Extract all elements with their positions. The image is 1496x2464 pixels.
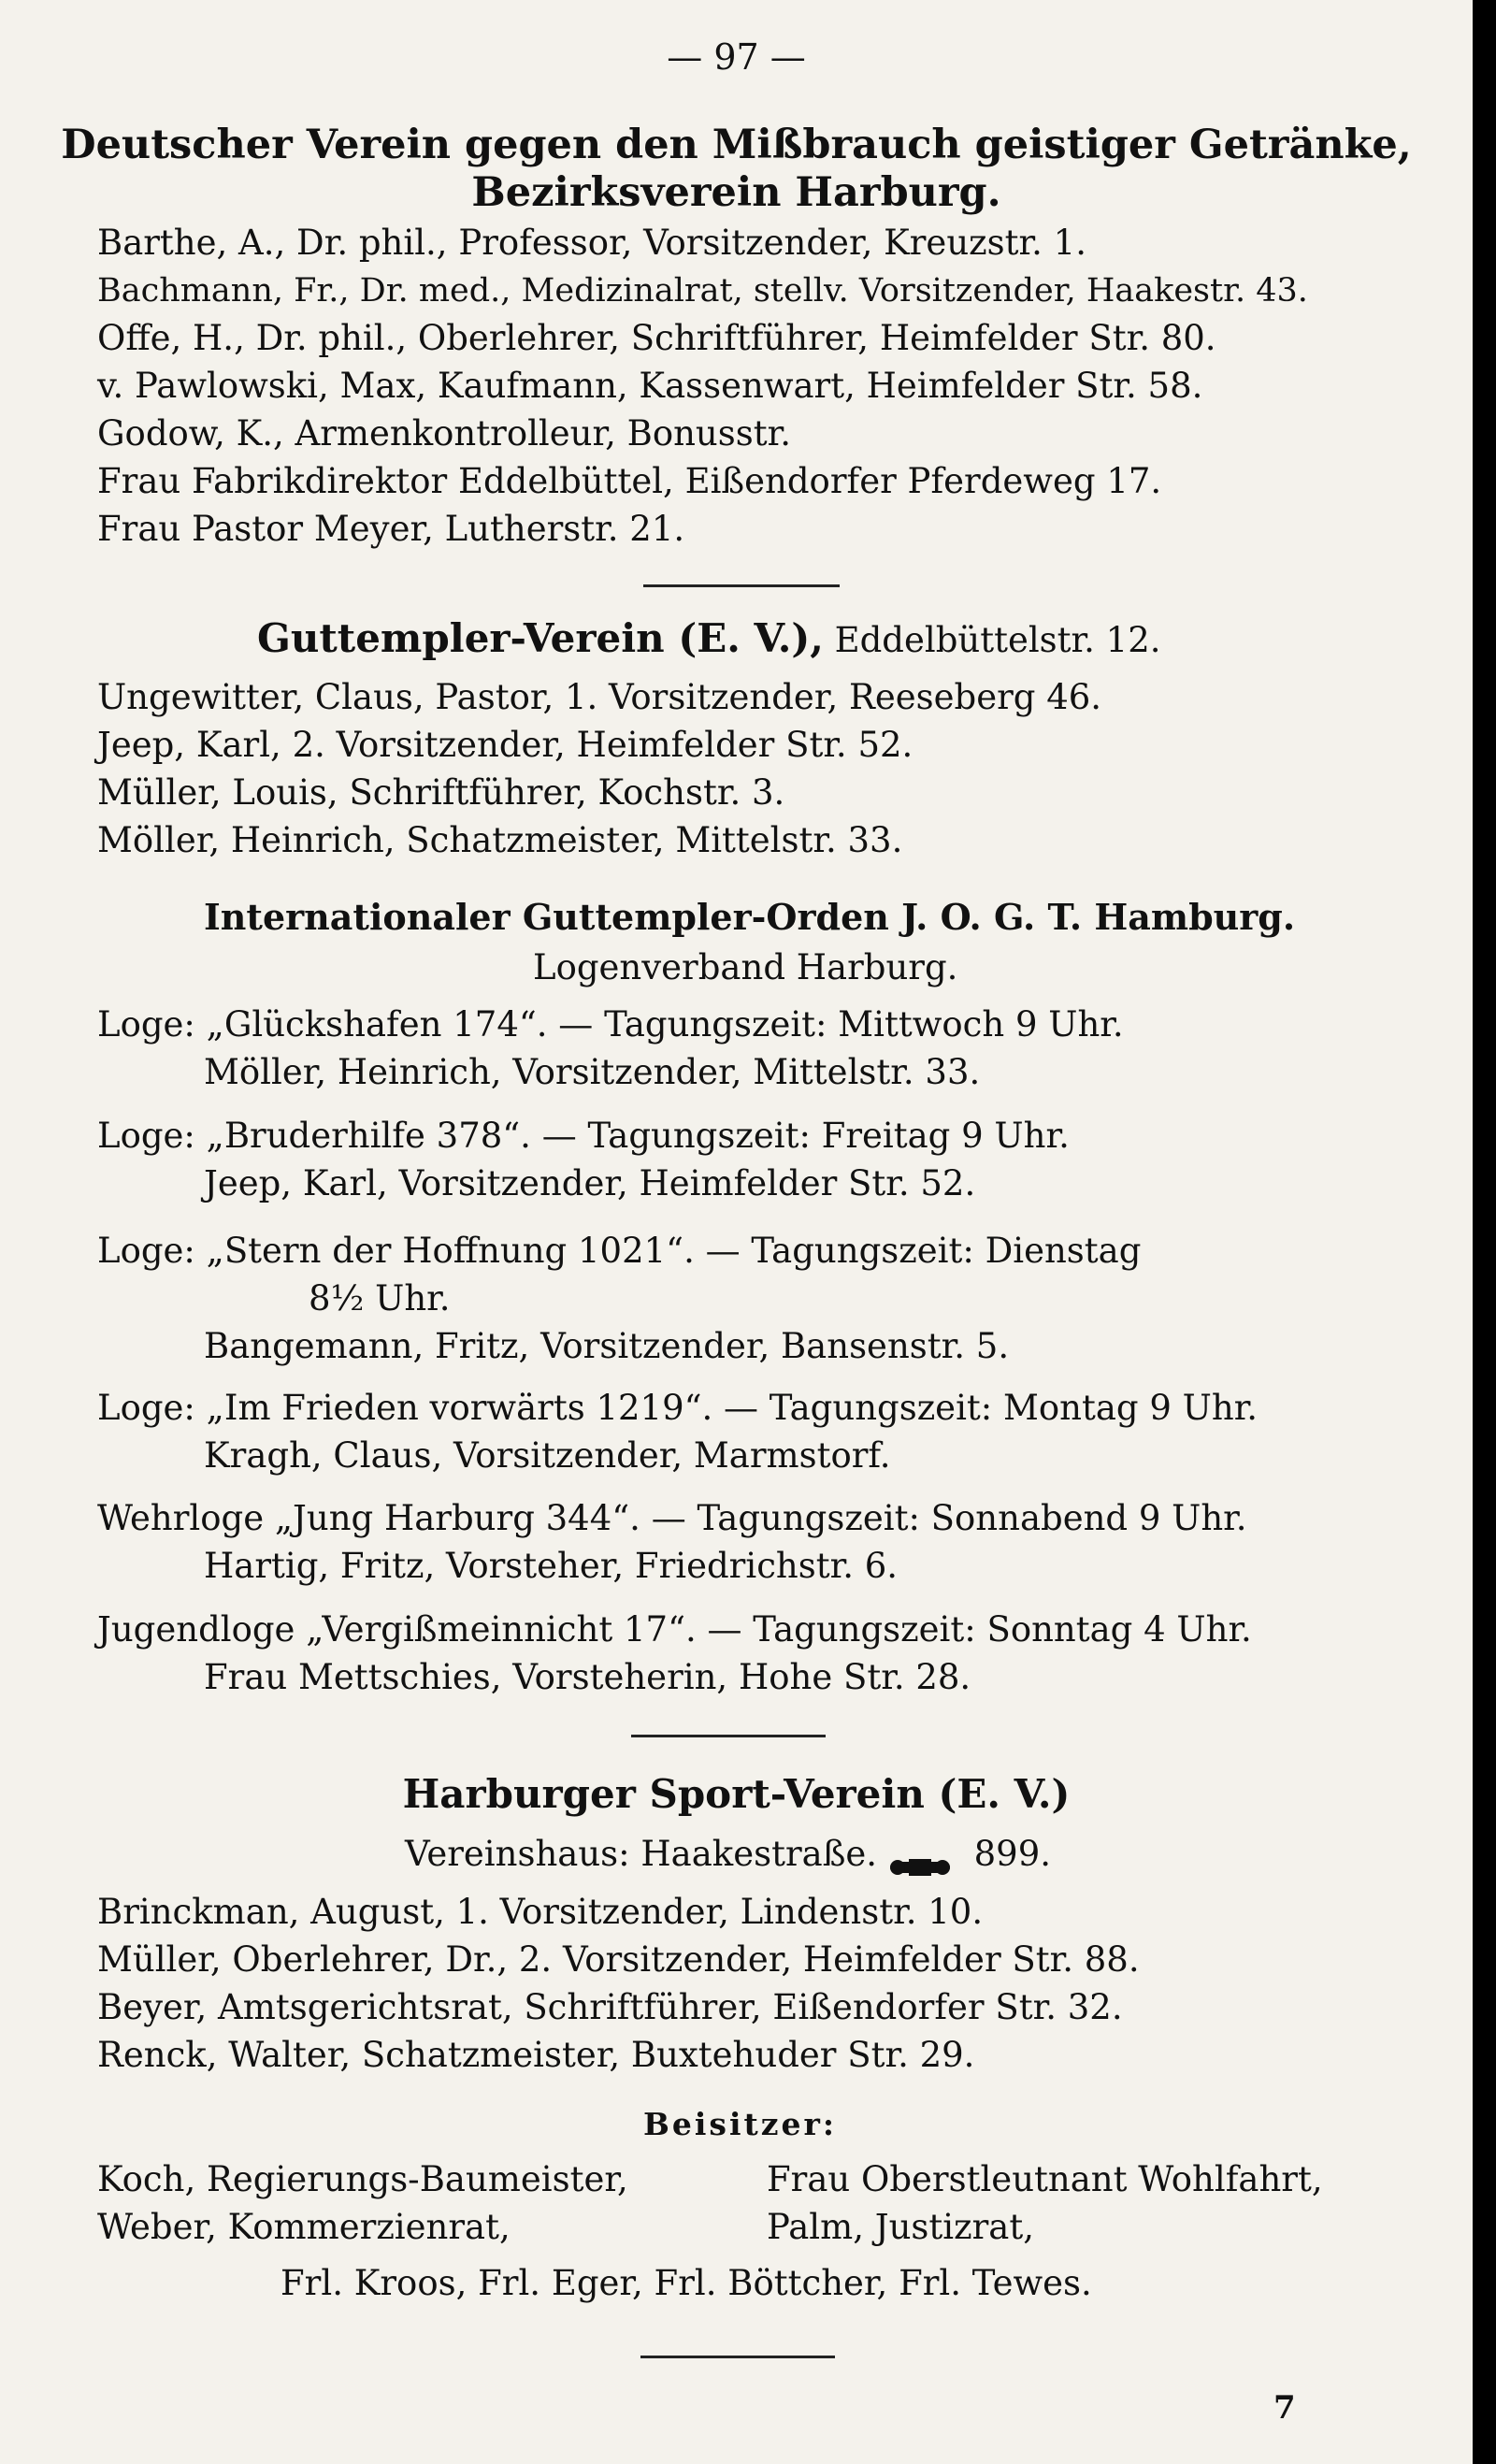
signature-mark: 7 [1273, 2389, 1296, 2427]
loge-entry: Loge: „Stern der Hoffnung 1021“. — Tagungszeit: Dienstag [97, 1231, 1142, 1271]
loge-entry: Wehrloge „Jung Harburg 344“. — Tagungszeit: Sonnabend 9 Uhr. [97, 1498, 1247, 1538]
beisitzer-entry: Frl. Kroos, Frl. Eger, Frl. Böttcher, Frl. Tewes. [280, 2263, 1092, 2303]
member-entry: Bachmann, Fr., Dr. med., Medizinalrat, stellv. Vorsitzender, Haakestr. 43. [97, 272, 1308, 310]
phone-number: 899. [973, 1834, 1051, 1874]
beisitzer-entry: Frau Oberstleutnant Wohlfahrt, [767, 2159, 1323, 2199]
telephone-icon [888, 1846, 952, 1868]
section-title-alkohol-line2: Bezirksverein Harburg. [471, 169, 1001, 216]
member-entry: v. Pawlowski, Max, Kaufmann, Kassenwart, Heimfelder Str. 58. [97, 366, 1203, 406]
section-title-guttempler-verein [257, 617, 1161, 662]
vereinshaus-line [405, 1833, 1051, 1876]
loge-entry: Loge: „Im Frieden vorwärts 1219“. — Tagungszeit: Montag 9 Uhr. [97, 1388, 1259, 1428]
guttempler-verein-title: Guttempler-Verein (E. V.), [257, 615, 824, 661]
member-entry: Möller, Heinrich, Schatzmeister, Mittelstr. 33. [97, 820, 903, 860]
member-entry: Renck, Walter, Schatzmeister, Buxtehuder Str. 29. [97, 2035, 975, 2075]
section-divider [631, 1735, 826, 1737]
member-entry: Offe, H., Dr. phil., Oberlehrer, Schriftführer, Heimfelder Str. 80. [97, 318, 1216, 358]
section-subtitle-orden: Logenverband Harburg. [533, 947, 958, 987]
section-divider [643, 584, 840, 587]
member-entry: Frau Pastor Meyer, Lutherstr. 21. [97, 509, 685, 549]
member-entry: Müller, Oberlehrer, Dr., 2. Vorsitzender, Heimfelder Str. 88. [97, 1939, 1140, 1980]
loge-person: Bangemann, Fritz, Vorsitzender, Bansenstr. 5. [204, 1326, 1010, 1366]
member-entry: Müller, Louis, Schriftführer, Kochstr. 3. [97, 772, 785, 813]
section-title-alkohol-line1: Deutscher Verein gegen den Mißbrauch geistiger Getränke, [61, 122, 1412, 168]
loge-person: Hartig, Fritz, Vorsteher, Friedrichstr. 6. [204, 1546, 899, 1586]
member-entry: Frau Fabrikdirektor Eddelbüttel, Eißendorfer Pferdeweg 17. [97, 461, 1162, 501]
loge-person: Jeep, Karl, Vorsitzender, Heimfelder Str. 52. [204, 1163, 976, 1203]
member-entry: Jeep, Karl, 2. Vorsitzender, Heimfelder Str. 52. [97, 725, 913, 765]
member-entry: Godow, K., Armenkontrolleur, Bonusstr. [97, 413, 791, 454]
beisitzer-entry: Koch, Regierungs-Baumeister, [97, 2159, 628, 2199]
section-divider [640, 2356, 835, 2358]
member-entry: Beyer, Amtsgerichtsrat, Schriftführer, Eißendorfer Str. 32. [97, 1987, 1123, 2027]
guttempler-verein-address: Eddelbüttelstr. 12. [834, 620, 1161, 660]
loge-person: Frau Mettschies, Vorsteherin, Hohe Str. 28. [204, 1657, 971, 1697]
beisitzer-entry: Weber, Kommerzienrat, [97, 2207, 511, 2247]
loge-person: Kragh, Claus, Vorsitzender, Marmstorf. [204, 1435, 891, 1476]
page-number: — 97 — [667, 36, 806, 78]
loge-continuation: 8½ Uhr. [309, 1278, 451, 1318]
section-title-sport: Harburger Sport-Verein (E. V.) [402, 1771, 1071, 1817]
loge-entry: Loge: „Glückshafen 174“. — Tagungszeit: Mittwoch 9 Uhr. [97, 1004, 1124, 1045]
loge-entry: Loge: „Bruderhilfe 378“. — Tagungszeit: Freitag 9 Uhr. [97, 1116, 1070, 1156]
beisitzer-title: Beisitzer: [643, 2106, 838, 2142]
member-entry: Barthe, A., Dr. phil., Professor, Vorsitzender, Kreuzstr. 1. [97, 223, 1086, 263]
loge-person: Möller, Heinrich, Vorsitzender, Mittelstr. 33. [204, 1052, 981, 1092]
beisitzer-entry: Palm, Justizrat, [767, 2207, 1034, 2247]
vereinshaus-address: Vereinshaus: Haakestraße. [405, 1834, 878, 1874]
loge-entry: Jugendloge „Vergißmeinnicht 17“. — Tagungszeit: Sonntag 4 Uhr. [97, 1609, 1252, 1650]
section-title-orden: Internationaler Guttempler-Orden J. O. G. T. Hamburg. [204, 896, 1296, 938]
member-entry: Brinckman, August, 1. Vorsitzender, Lindenstr. 10. [97, 1892, 984, 1932]
member-entry: Ungewitter, Claus, Pastor, 1. Vorsitzender, Reeseberg 46. [97, 677, 1102, 717]
